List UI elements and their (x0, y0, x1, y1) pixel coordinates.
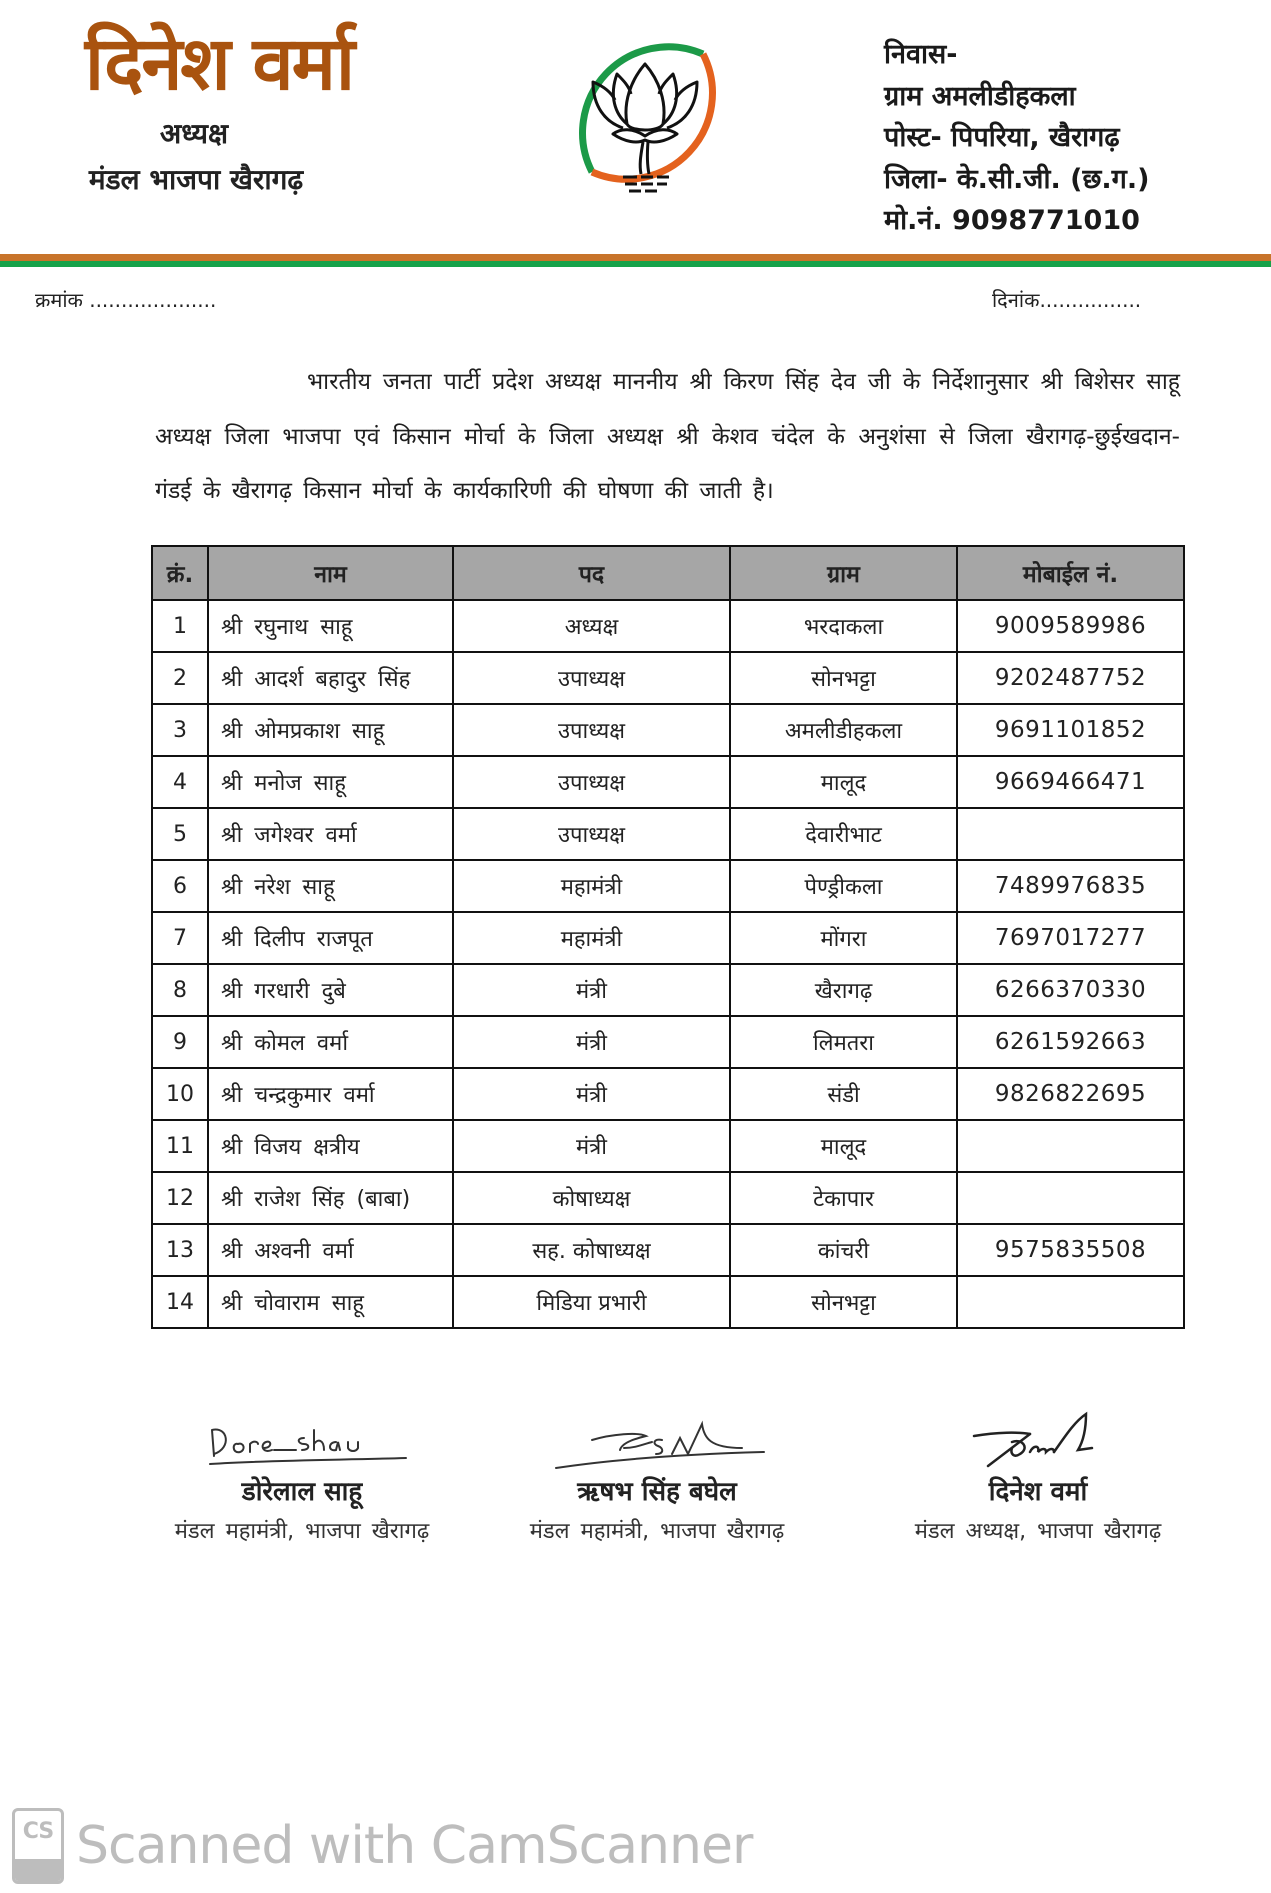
signature-rsn (542, 1408, 772, 1472)
signatory-name: डोरेलाल साहू (241, 1477, 363, 1507)
address-label: निवास- (884, 39, 958, 70)
cell-serial: 13 (152, 1224, 208, 1276)
address-post: पोस्ट- पिपरिया, खैरागढ़ (884, 122, 1120, 153)
cell-name: श्री विजय क्षत्रीय (208, 1120, 453, 1172)
table-row (152, 964, 1184, 1016)
cell-mobile: 9826822695 (957, 1068, 1184, 1120)
cell-post: मंत्री (453, 1016, 730, 1068)
cell-name: श्री ओमप्रकाश साहू (208, 704, 453, 756)
cell-serial: 5 (152, 808, 208, 860)
cell-post: उपाध्यक्ष (453, 652, 730, 704)
cell-mobile: 6261592663 (957, 1016, 1184, 1068)
cell-village: अमलीडीहकला (730, 704, 957, 756)
cell-post: मंत्री (453, 1068, 730, 1120)
cell-serial: 11 (152, 1120, 208, 1172)
cell-mobile: 7697017277 (957, 912, 1184, 964)
cell-serial: 8 (152, 964, 208, 1016)
camscanner-logo-icon (12, 1808, 64, 1884)
table-row (152, 860, 1184, 912)
cell-post: मंत्री (453, 964, 730, 1016)
cell-village: मोंगरा (730, 912, 957, 964)
header-divider-green (0, 261, 1271, 267)
address-village: ग्राम अमलीडीहकला (884, 80, 1076, 112)
signature-dinesh (938, 1408, 1138, 1472)
cell-name: श्री चन्द्रकुमार वर्मा (208, 1068, 453, 1120)
cell-serial: 12 (152, 1172, 208, 1224)
cell-mobile: 9575835508 (957, 1224, 1184, 1276)
cell-post: कोषाध्यक्ष (453, 1172, 730, 1224)
camscanner-logo-letters: CS (22, 1819, 54, 1844)
cell-village: मालूद (730, 756, 957, 808)
cell-village: टेकापार (730, 1172, 957, 1224)
table-row (152, 756, 1184, 808)
cell-name: श्री रघुनाथ साहू (208, 600, 453, 652)
cell-mobile (957, 808, 1184, 860)
cell-village: लिमतरा (730, 1016, 957, 1068)
header-divider-orange (0, 254, 1271, 261)
header-mobile: मोबाईल नं. (957, 546, 1184, 600)
cell-post: महामंत्री (453, 860, 730, 912)
reference-date: दिनांक................ (992, 288, 1142, 312)
header-village: ग्राम (730, 546, 957, 600)
cell-mobile: 9202487752 (957, 652, 1184, 704)
table-header-row (152, 546, 1184, 600)
cell-mobile (957, 1172, 1184, 1224)
cell-village: सोनभट्टा (730, 652, 957, 704)
bjp-lotus-logo-icon (553, 24, 737, 208)
table-row (152, 1276, 1184, 1328)
cell-village: पेण्ड्रीकला (730, 860, 957, 912)
address-mobile: मो.नं. 9098771010 (884, 205, 1140, 236)
letterhead-organization: मंडल भाजपा खैरागढ़ (88, 163, 304, 196)
cell-name: श्री चोवाराम साहू (208, 1276, 453, 1328)
address-block (884, 34, 1149, 242)
cell-serial: 1 (152, 600, 208, 652)
table-row (152, 1016, 1184, 1068)
cell-mobile: 6266370330 (957, 964, 1184, 1016)
announcement-paragraph: भारतीय जनता पार्टी प्रदेश अध्यक्ष माननीय श्री किरण सिंह देव जी के निर्देशानुसार श्री बिशेसर साहू अध्यक्ष जिला भाजपा एवं किसान मोर्चा के जिला अध्यक्ष श्री केशव चंदेल के अनुशंसा से जिला खैरागढ़-छुईखदान-गंडई के खैरागढ़ किसान मोर्चा के कार्यकारिणी की घोषणा की जाती है। (155, 369, 1180, 504)
cell-name: श्री कोमल वर्मा (208, 1016, 453, 1068)
cell-post: अध्यक्ष (453, 600, 730, 652)
cell-serial: 3 (152, 704, 208, 756)
cell-mobile (957, 1276, 1184, 1328)
table-row (152, 1068, 1184, 1120)
cell-mobile: 9669466471 (957, 756, 1184, 808)
cell-serial: 6 (152, 860, 208, 912)
members-table (151, 545, 1185, 1329)
cell-serial: 9 (152, 1016, 208, 1068)
cell-name: श्री दिलीप राजपूत (208, 912, 453, 964)
camscanner-text: Scanned with CamScanner (76, 1816, 753, 1876)
cell-name: श्री अश्वनी वर्मा (208, 1224, 453, 1276)
cell-village: सोनभट्टा (730, 1276, 957, 1328)
header-name: नाम (208, 546, 453, 600)
camscanner-watermark (12, 1808, 752, 1884)
address-district: जिला- के.सी.जी. (छ.ग.) (884, 163, 1150, 195)
cell-post: मंत्री (453, 1120, 730, 1172)
table-row (152, 600, 1184, 652)
cell-serial: 2 (152, 652, 208, 704)
table-row (152, 704, 1184, 756)
cell-name: श्री मनोज साहू (208, 756, 453, 808)
header-post: पद (453, 546, 730, 600)
cell-village: देवारीभाट (730, 808, 957, 860)
signature-dore-shau (192, 1408, 412, 1472)
cell-serial: 7 (152, 912, 208, 964)
signatory-2 (477, 1408, 837, 1550)
reference-number: क्रमांक .................... (35, 288, 217, 312)
cell-post: मिडिया प्रभारी (453, 1276, 730, 1328)
cell-mobile: 9691101852 (957, 704, 1184, 756)
signatory-1 (122, 1408, 482, 1550)
cell-serial: 4 (152, 756, 208, 808)
cell-mobile (957, 1120, 1184, 1172)
letterhead-name: दिनेश वर्मा (84, 21, 354, 107)
table-row (152, 652, 1184, 704)
cell-name: श्री जगेश्वर वर्मा (208, 808, 453, 860)
cell-post: उपाध्यक्ष (453, 704, 730, 756)
cell-village: खैरागढ़ (730, 964, 957, 1016)
cell-name: श्री गरधारी दुबे (208, 964, 453, 1016)
signatory-role: मंडल अध्यक्ष, भाजपा खैरागढ़ (914, 1519, 1162, 1544)
cell-serial: 10 (152, 1068, 208, 1120)
cell-name: श्री राजेश सिंह (बाबा) (208, 1172, 453, 1224)
table-row (152, 912, 1184, 964)
cell-village: संडी (730, 1068, 957, 1120)
cell-post: उपाध्यक्ष (453, 756, 730, 808)
signatory-name: दिनेश वर्मा (988, 1477, 1088, 1507)
letterhead-role: अध्यक्ष (159, 117, 229, 150)
signatory-role: मंडल महामंत्री, भाजपा खैरागढ़ (529, 1519, 785, 1544)
table-row (152, 1120, 1184, 1172)
table-row (152, 808, 1184, 860)
cell-mobile: 7489976835 (957, 860, 1184, 912)
signatory-role: मंडल महामंत्री, भाजपा खैरागढ़ (174, 1519, 430, 1544)
cell-village: कांचरी (730, 1224, 957, 1276)
signatory-3 (858, 1408, 1218, 1550)
cell-name: श्री आदर्श बहादुर सिंह (208, 652, 453, 704)
cell-post: महामंत्री (453, 912, 730, 964)
header-serial: क्रं. (152, 546, 208, 600)
table-row (152, 1172, 1184, 1224)
cell-post: सह. कोषाध्यक्ष (453, 1224, 730, 1276)
cell-village: मालूद (730, 1120, 957, 1172)
cell-mobile: 9009589986 (957, 600, 1184, 652)
cell-post: उपाध्यक्ष (453, 808, 730, 860)
cell-name: श्री नरेश साहू (208, 860, 453, 912)
table-row (152, 1224, 1184, 1276)
cell-village: भरदाकला (730, 600, 957, 652)
cell-serial: 14 (152, 1276, 208, 1328)
signatory-name: ऋषभ सिंह बघेल (577, 1477, 737, 1507)
